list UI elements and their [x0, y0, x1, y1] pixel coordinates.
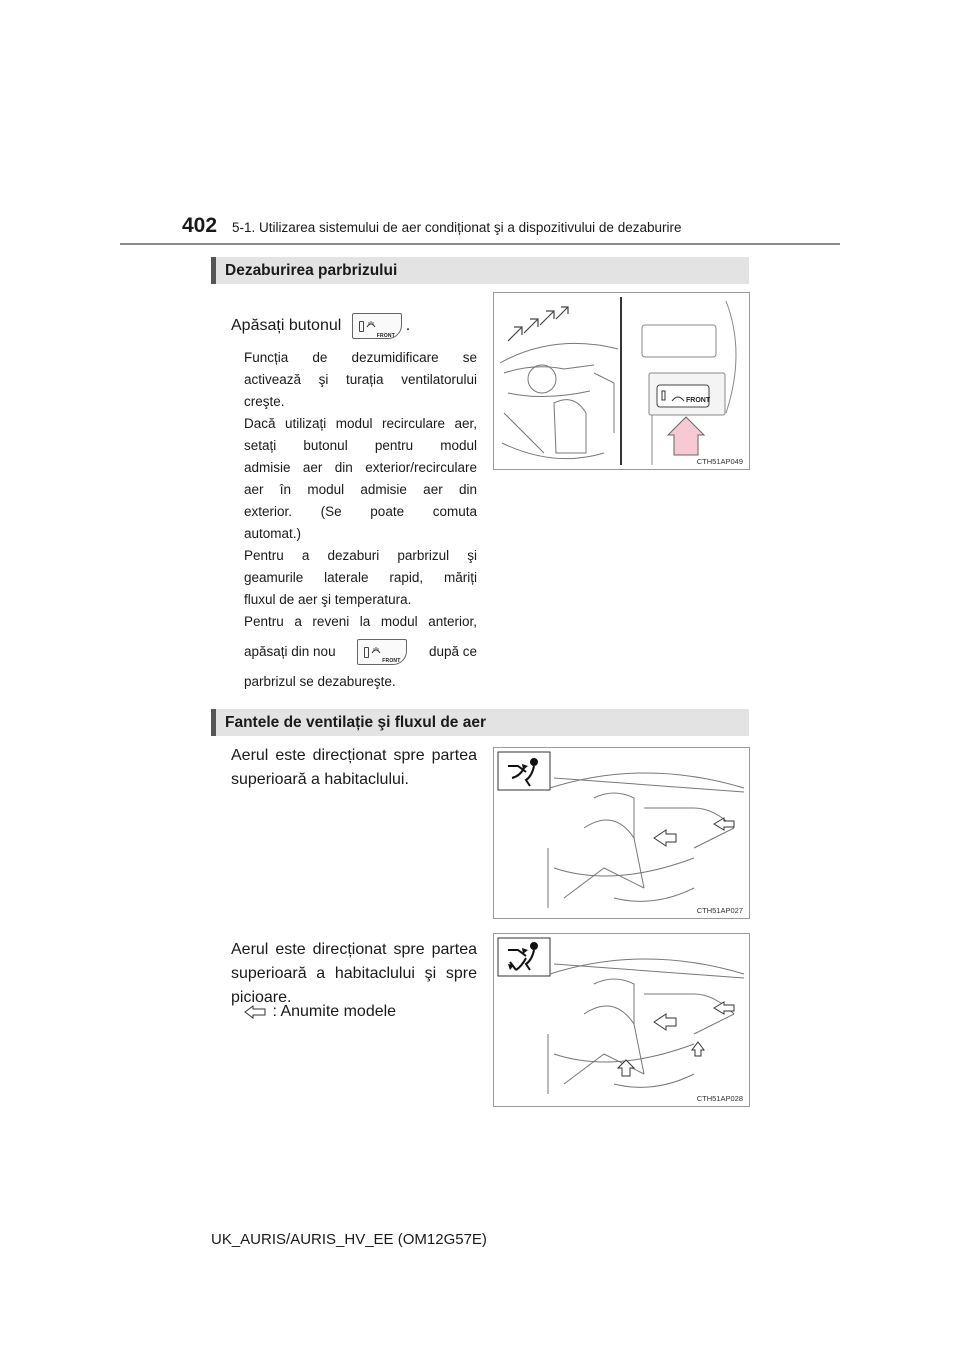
figure-caption: CTH51AP028: [696, 1094, 743, 1103]
desc-line: Pentru a reveni la modul anterior,: [244, 614, 477, 629]
defog-description: [244, 347, 477, 693]
desc-line: Funcția de dezumidificare se: [244, 350, 477, 365]
desc-line: geamurile laterale rapid, măriți: [244, 570, 477, 585]
desc-line: Dacă utilizați modul recirculare aer,: [244, 416, 477, 431]
header-divider: [120, 243, 840, 245]
chapter-title: 5-1. Utilizarea sistemului de aer condiționat şi a dispozitivului de dezaburire: [232, 220, 682, 235]
svg-text:FRONT: FRONT: [686, 397, 711, 404]
legend-certain-models: : Anumite modele: [244, 1000, 396, 1024]
page-number: 402: [182, 214, 218, 237]
desc-line: Pentru a dezaburi parbrizul şi: [244, 548, 477, 563]
airflow-upper-description: Aerul este direcționat spre partea superioară a habitaclului.: [231, 747, 477, 788]
desc-line: parbrizul se dezabureşte.: [244, 674, 396, 689]
section-title-defog: Dezaburirea parbrizului: [211, 257, 749, 284]
desc-line: activează şi turația ventilatorului: [244, 372, 477, 387]
desc-line: automat.): [244, 526, 302, 541]
desc-line: exterior. (Se poate comuta: [244, 504, 477, 519]
desc-line: admisie aer din exterior/recirculare: [244, 460, 477, 475]
figure-caption: CTH51AP049: [696, 457, 743, 466]
desc-line: fluxul de aer şi temperatura.: [244, 592, 412, 607]
desc-line: creşte.: [244, 394, 285, 409]
return-instruction: apăsați din nou FRONT după ce: [244, 639, 477, 665]
desc-line: setați butonul pentru modul: [244, 438, 477, 453]
press-text: Apăsați butonul: [231, 317, 342, 335]
front-defogger-button-icon: FRONT: [352, 313, 402, 339]
upper-feet-airflow-illustration: [493, 933, 750, 1107]
footer-model-code: UK_AURIS/AURIS_HV_EE (OM12G57E): [211, 1231, 487, 1248]
desc-line: aer în modul admisie aer din: [244, 482, 477, 497]
press-button-instruction: Apăsați butonul FRONT .: [231, 313, 410, 339]
front-defogger-button-icon: FRONT: [357, 639, 407, 665]
outline-arrow-icon: [244, 1005, 266, 1019]
defog-dashboard-illustration: [493, 292, 750, 470]
upper-airflow-illustration: [493, 747, 750, 919]
airflow-upper-feet-description: Aerul este direcționat spre partea superioară a habitaclului şi spre picioare.: [231, 941, 477, 1006]
section-title-vents: Fantele de ventilație şi fluxul de aer: [211, 709, 749, 736]
figure-caption: CTH51AP027: [696, 906, 743, 915]
